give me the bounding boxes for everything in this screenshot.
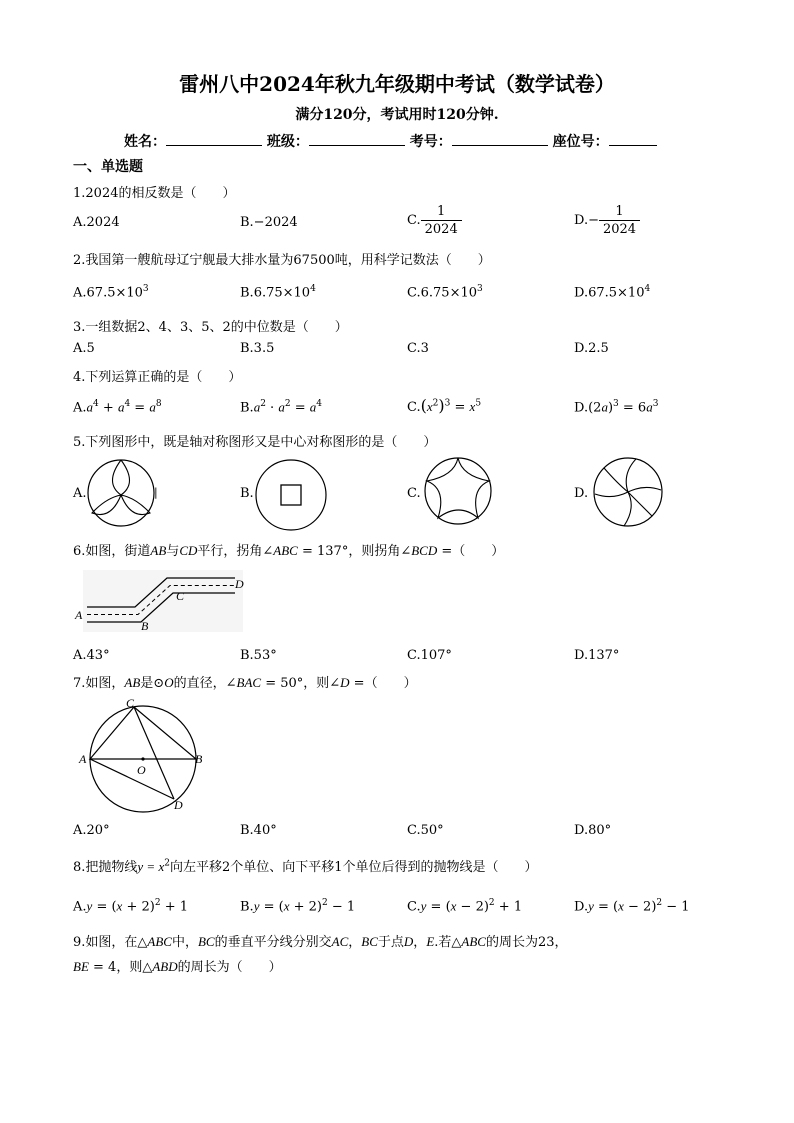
q6-label-a: A	[75, 608, 83, 622]
question-8-stem: 8.把抛物线$y = x^2$向左平移2个单位、向下平移1个单位后得到的抛物线是（ ）	[73, 858, 538, 875]
q2-option-b: $B.6.75\times 10^4$	[240, 284, 316, 301]
class-label: 班级：	[266, 134, 309, 150]
q5-figure-a	[86, 458, 156, 528]
q7-option-b: B.40°	[240, 823, 277, 838]
question-7-stem: 7.如图，AB是⊙O的直径，∠BAC = 50°，则∠D =（ ）	[73, 675, 417, 691]
seat-blank	[609, 131, 657, 146]
q5-option-c-label: C.	[407, 486, 421, 501]
q4-option-b: $B.a^2 \cdot a^2 = a^4$	[240, 399, 322, 416]
exam-subtitle: 满分120分，考试用时120分钟.	[295, 107, 499, 123]
q6-label-b: B	[141, 619, 149, 633]
q7-label-a: A	[79, 752, 87, 766]
q8-option-d: $D.y = (x - 2)^2 - 1$	[574, 898, 690, 915]
q7-label-d: D	[174, 798, 183, 812]
question-4-stem: 4.下列运算正确的是（ ）	[73, 370, 242, 385]
section-heading: 一、单选题	[73, 159, 143, 175]
question-3-stem: 3.一组数据2、4、3、5、2的中位数是（ ）	[73, 320, 348, 335]
q8-option-c: $C.y = (x - 2)^2 + 1$	[407, 898, 523, 915]
name-blank	[166, 131, 262, 146]
q6-option-a: A.43°	[73, 648, 110, 663]
q7-option-a: A.20°	[73, 823, 110, 838]
q6-label-d: D	[235, 577, 244, 591]
q6-option-d: D.137°	[574, 648, 620, 663]
q6-option-c: C.107°	[407, 648, 452, 663]
q4-option-c: $C.(x^2)^3 = x^5$	[407, 396, 482, 415]
q7-label-b: B	[195, 752, 203, 766]
q5-figure-b	[254, 458, 328, 532]
q2-option-d: $D.67.5\times 10^4$	[574, 284, 651, 301]
q3-option-c: C.3	[407, 341, 429, 356]
q5-option-d-label: D.	[574, 486, 589, 501]
q3-option-a: A.5	[73, 341, 95, 356]
q4-option-d: $D.(2a)^3 = 6a^3$	[574, 399, 659, 416]
q1-option-d: D.− $\frac{1}{2024}$	[574, 205, 640, 236]
q1-option-b: B.−2024	[240, 215, 298, 230]
q5-figure-d	[592, 456, 664, 528]
q7-option-d: D.80°	[574, 823, 612, 838]
q6-label-c: C	[176, 589, 185, 603]
exam-no-blank	[452, 131, 548, 146]
question-6-stem: 6.如图，街道AB与CD平行，拐角∠ABC = 137°，则拐角∠BCD =（ ）	[73, 543, 505, 559]
question-2-stem: 2.我国第一艘航母辽宁舰最大排水量为67500吨，用科学记数法（ ）	[73, 253, 491, 268]
q1-option-a: A.2024	[73, 215, 120, 230]
q1-option-c: C. $\frac{1}{2024}$	[407, 205, 462, 236]
q8-option-a: $A.y = (x + 2)^2 + 1$	[73, 898, 188, 915]
question-5-stem: 5.下列图形中，既是轴对称图形又是中心对称图形的是（ ）	[73, 435, 437, 450]
seat-label: 座位号：	[552, 134, 609, 150]
q6-option-b: B.53°	[240, 648, 277, 663]
page-title: 雷州八中2024年秋九年级期中考试（数学试卷）	[179, 72, 615, 96]
q7-circle-figure	[78, 697, 208, 817]
q5-option-a-label: A.	[73, 486, 87, 501]
class-blank	[309, 131, 405, 146]
q3-option-d: D.2.5	[574, 341, 609, 356]
q5-figure-c	[423, 456, 493, 526]
question-1-stem: 1.2024的相反数是（ ）	[73, 186, 236, 201]
question-9-stem-line-2: BE = 4，则△ABD的周长为（ ）	[73, 959, 282, 975]
q3-option-b: B.3.5	[240, 341, 275, 356]
question-9-stem-line-1: 9.如图，在△ABC中，BC的垂直平分线分别交AC，BC于点D，E.若△ABC的周长为23，	[73, 934, 568, 950]
q7-label-c: C	[126, 696, 135, 710]
q2-option-a: $A.67.5\times 10^3$	[73, 284, 149, 301]
q7-option-c: C.50°	[407, 823, 444, 838]
q7-label-o: O	[137, 763, 146, 777]
q5-option-b-label: B.	[240, 486, 254, 501]
name-label: 姓名：	[124, 134, 166, 150]
q8-option-b: $B.y = (x + 2)^2 - 1$	[240, 898, 356, 915]
q2-option-c: $C.6.75\times 10^3$	[407, 284, 483, 301]
q4-option-a: $A.a^4 + a^4 = a^8$	[73, 399, 162, 416]
exam-no-label: 考号：	[409, 134, 452, 150]
q6-street-figure	[73, 570, 248, 632]
q5-figure-a-mark: |	[154, 486, 158, 499]
student-info-row	[124, 131, 657, 151]
